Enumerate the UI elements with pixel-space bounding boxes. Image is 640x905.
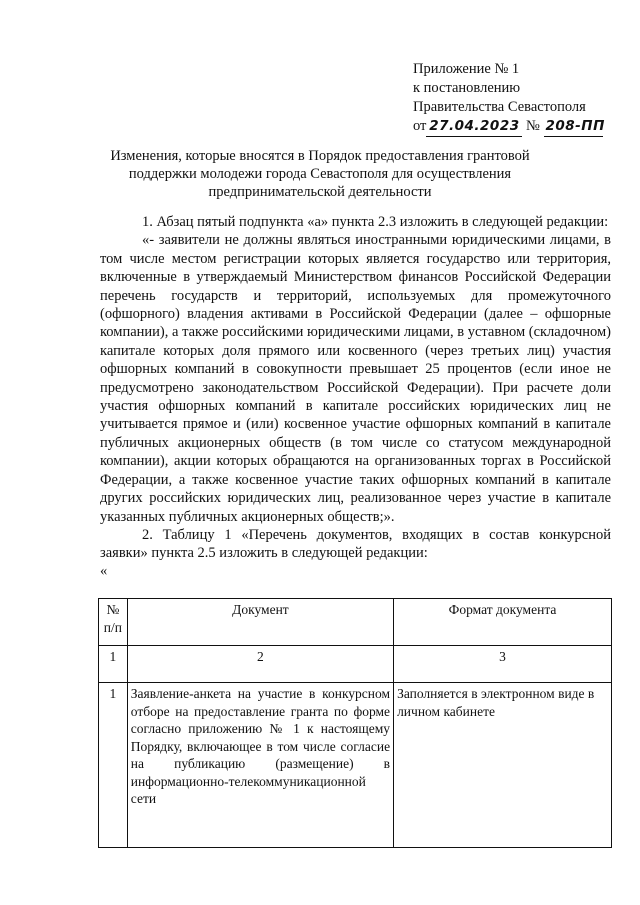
header-number: № п/п: [99, 599, 128, 646]
col-number-3: 3: [394, 646, 612, 683]
paragraph-2: «- заявители не должны являться иностранными юридическими лицами, в том числе местом регистрации которых является государство или территория, включенные в утверждаемый Министерством финансов Российской Федерации перечень государств и территорий, используемых для промежуточного (офшорного) владения активами в Российской Федерации (далее – офшорные компании), а также российскими юридическими лицами, в уставном (складочном) капитале которых доля прямого или косвенного (через третьих лиц) участия офшорных компаний в совокупности превышает 25 процентов (если иное не предусмотрено законодательством Российской Федерации). При расчете доли участия офшорных компаний в капитале российских юридических лиц не учитывается прямое и (или) косвенное участие офшорных компаний в капитале публичных акционерных обществ (в том числе со статусом международной компании), акции которых обращаются на организованных торгах в Российской Федерации, а также косвенное участие таких офшорных компаний в капитале других российских юридических лиц, реализованное через участие в капитале указанных публичных акционерных обществ;».: [100, 232, 612, 525]
col-number-2: 2: [127, 646, 393, 683]
table-numbering-row: [99, 646, 612, 683]
body-text: [100, 213, 611, 579]
row-format: Заполняется в электронном виде в личном кабинете: [394, 683, 612, 848]
col-number-1: 1: [99, 646, 128, 683]
handwritten-date: 27.04.2023: [426, 117, 522, 137]
from-prefix: от: [413, 118, 427, 134]
table-row: [99, 683, 612, 848]
document-title: Изменения, которые вносятся в Порядок предоставления грантовой поддержки молодежи города Севастополя для осуществления предпринимательской деятельности: [110, 148, 530, 200]
paragraph-3: 2. Таблицу 1 «Перечень документов, входящих в состав конкурсной заявки» пункта 2.5 изложить в следующей редакции:: [100, 526, 611, 562]
row-document: Заявление-анкета на участие в конкурсном отборе на предоставление гранта по форме согласно приложению № 1 к настоящему Порядку, включающее в том числе согласие на публикацию (размещение) в информационно-телекоммуникационной сети: [127, 683, 393, 848]
annex-line-2: к постановлению: [413, 80, 521, 96]
opening-quote: «: [100, 562, 108, 579]
row-number: 1: [99, 683, 128, 848]
number-prefix: №: [526, 118, 540, 134]
header-document: Документ: [127, 599, 393, 646]
annex-header: [413, 60, 603, 137]
annex-date-line: [413, 117, 603, 137]
table-header-row: [99, 599, 612, 646]
documents-table: [98, 598, 612, 848]
handwritten-number: 208-ПП: [544, 117, 603, 137]
paragraph-1: 1. Абзац пятый подпункта «а» пункта 2.3 изложить в следующей редакции:: [142, 214, 609, 230]
annex-line-3: Правительства Севастополя: [413, 99, 586, 115]
header-format: Формат документа: [394, 599, 612, 646]
annex-line-1: Приложение № 1: [413, 61, 520, 77]
